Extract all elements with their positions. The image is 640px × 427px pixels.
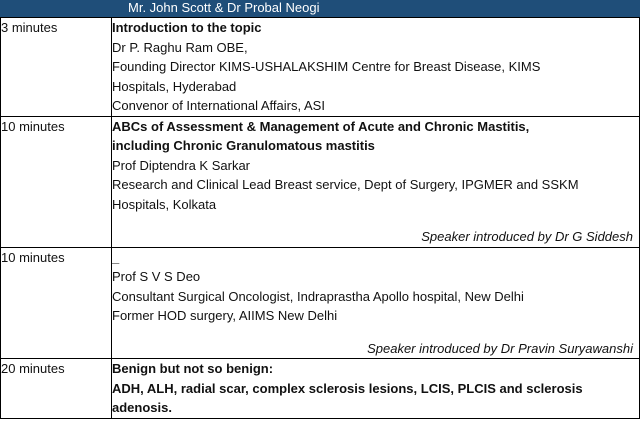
speaker-introduced-by: Speaker introduced by Dr G Siddesh bbox=[421, 229, 633, 244]
speaker-affiliation: Hospitals, Hyderabad bbox=[112, 78, 237, 94]
row-content bbox=[112, 116, 640, 247]
speaker-name: Prof S V S Deo bbox=[112, 269, 201, 284]
agenda-row bbox=[1, 18, 640, 117]
speaker-affiliation: Hospitals, Kolkata bbox=[112, 196, 217, 212]
speaker-affiliation: Founding Director KIMS-USHALAKSHIM Centre for Breast Disease, KIMS bbox=[112, 59, 541, 74]
agenda-table bbox=[0, 17, 640, 419]
talk-title: _ bbox=[112, 249, 120, 265]
speaker-affiliation: Consultant Surgical Oncologist, Indraprastha Apollo hospital, New Delhi bbox=[112, 288, 524, 304]
talk-title: ADH, ALH, radial scar, complex sclerosis lesions, LCIS, PLCIS and sclerosis bbox=[112, 380, 583, 396]
row-duration: 20 minutes bbox=[1, 359, 112, 419]
agenda-row bbox=[1, 359, 640, 419]
row-duration: 10 minutes bbox=[1, 247, 112, 359]
speaker-name: Dr P. Raghu Ram OBE, bbox=[112, 39, 248, 55]
row-content bbox=[112, 18, 640, 117]
session-chairs-title: Mr. John Scott & Dr Probal Neogi bbox=[128, 0, 320, 15]
talk-title: adenosis. bbox=[112, 400, 172, 415]
agenda-row bbox=[1, 116, 640, 247]
speaker-affiliation: Research and Clinical Lead Breast service, Dept of Surgery, IPGMER and SSKM bbox=[112, 177, 579, 192]
speaker-introduced-by: Speaker introduced by Dr Pravin Suryawanshi bbox=[367, 340, 633, 356]
row-duration: 10 minutes bbox=[1, 116, 112, 247]
row-content bbox=[112, 359, 640, 419]
row-duration: 3 minutes bbox=[1, 18, 112, 117]
speaker-affiliation: Convenor of International Affairs, ASI bbox=[112, 98, 325, 113]
speaker-affiliation: Former HOD surgery, AIIMS New Delhi bbox=[112, 308, 338, 323]
talk-title: including Chronic Granulomatous mastitis bbox=[112, 138, 375, 153]
row-content bbox=[112, 247, 640, 359]
talk-title: ABCs of Assessment & Management of Acute and Chronic Mastitis, bbox=[112, 118, 530, 134]
agenda-row bbox=[1, 247, 640, 359]
talk-title: Introduction to the topic bbox=[112, 20, 262, 35]
talk-title: Benign but not so benign: bbox=[112, 361, 274, 376]
session-chairs-bar bbox=[0, 0, 640, 17]
speaker-name: Prof Diptendra K Sarkar bbox=[112, 157, 251, 173]
